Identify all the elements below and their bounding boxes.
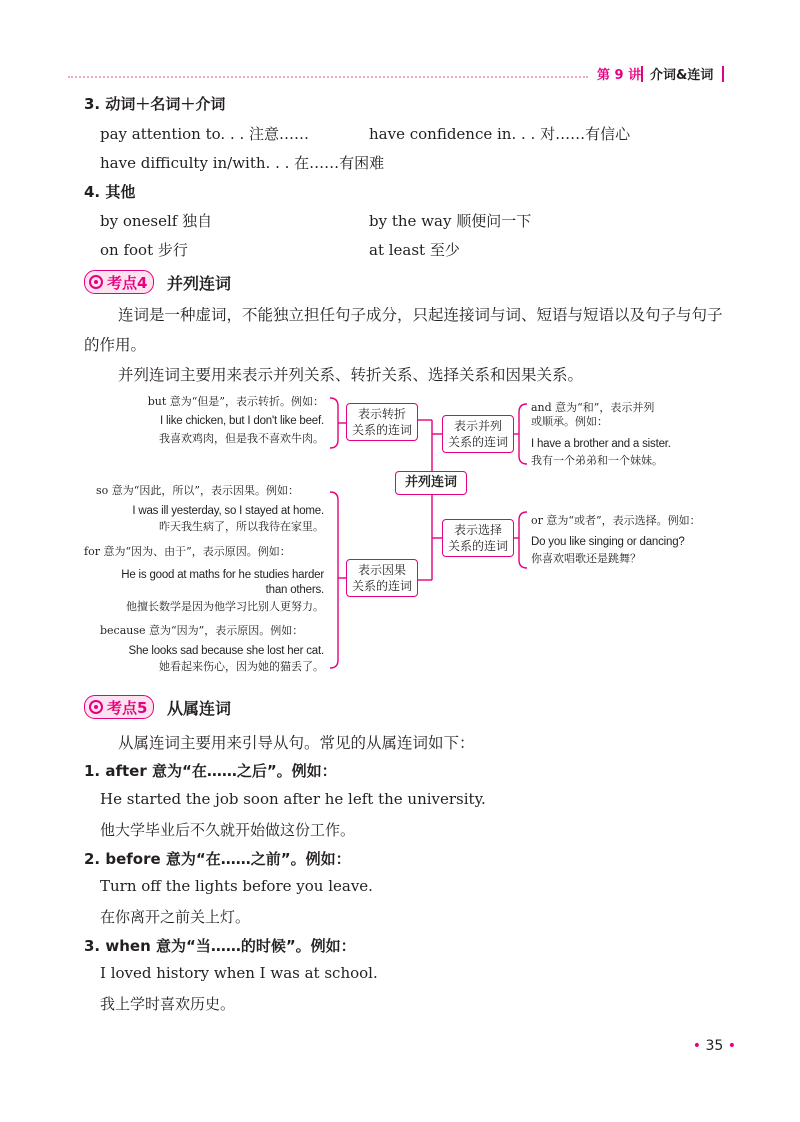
node-label: 关系的连词 bbox=[351, 423, 412, 437]
mindmap-note: and 意为“和”，表示并列 bbox=[531, 401, 655, 414]
phrase: at least 至少 bbox=[369, 241, 460, 259]
mindmap-example-zh: 你喜欢唱歌还是跳舞？ bbox=[531, 552, 641, 565]
section-heading: 4. 其他 bbox=[84, 183, 136, 201]
mindmap-center-node: 并列连词 bbox=[395, 471, 467, 495]
conjunction-heading: 2. before 意为“在……之前”。例如： bbox=[84, 850, 351, 868]
mindmap-note: so 意为“因此，所以”，表示因果。例如： bbox=[96, 484, 300, 497]
mindmap-example-en: than others. bbox=[265, 584, 324, 596]
node-label: 表示并列 bbox=[453, 419, 502, 433]
phrase: by oneself 独自 bbox=[100, 212, 213, 230]
section-heading: 3. 动词＋名词＋介词 bbox=[84, 95, 226, 113]
mindmap-example-en: I have a brother and a sister. bbox=[531, 438, 671, 450]
mindmap-node-coord bbox=[442, 415, 514, 453]
example-zh: 在你离开之前关上灯。 bbox=[100, 908, 251, 926]
mindmap-note: or 意为“或者”，表示选择。例如： bbox=[531, 514, 701, 527]
phrase: have difficulty in/with. . . 在……有困难 bbox=[100, 154, 385, 172]
key-point-label: 考点5 bbox=[107, 698, 148, 717]
mindmap-example-zh: 他擅长数学是因为他学习比别人更努力。 bbox=[126, 600, 324, 613]
example-en: He started the job soon after he left the university. bbox=[100, 790, 486, 808]
example-zh: 他大学毕业后不久就开始做这份工作。 bbox=[100, 821, 356, 839]
page-number bbox=[693, 1038, 736, 1054]
mindmap-example-en: She looks sad because she lost her cat. bbox=[128, 645, 324, 657]
lesson-topic: 介词&连词 bbox=[650, 68, 714, 83]
paragraph: 并列连词主要用来表示并列关系、转折关系、选择关系和因果关系。 bbox=[118, 366, 584, 384]
paragraph: 从属连词主要用来引导从句。常见的从属连词如下： bbox=[118, 734, 475, 752]
example-zh: 我上学时喜欢历史。 bbox=[100, 995, 236, 1013]
node-label: 关系的连词 bbox=[351, 579, 412, 593]
paragraph: 连词是一种虚词，不能独立担任句子成分，只起连接词与词、短语与短语以及句子与句子 bbox=[118, 306, 723, 324]
page-number-value: 35 bbox=[705, 1038, 724, 1054]
key-point-title: 从属连词 bbox=[167, 699, 232, 718]
mindmap-example-zh: 昨天我生病了，所以我待在家里。 bbox=[159, 520, 324, 533]
target-icon bbox=[89, 700, 103, 714]
lesson-number: 第 9 讲 bbox=[597, 68, 642, 83]
phrase: pay attention to. . . 注意…… bbox=[100, 125, 310, 143]
key-point-title: 并列连词 bbox=[167, 274, 232, 293]
conjunction-heading: 3. when 意为“当……的时候”。例如： bbox=[84, 937, 356, 955]
mindmap-example-zh: 我有一个弟弟和一个妹妹。 bbox=[531, 454, 663, 467]
mindmap-note: 或顺承。例如： bbox=[531, 415, 608, 428]
mindmap-node-turn bbox=[346, 403, 418, 441]
paragraph: 的作用。 bbox=[84, 336, 147, 354]
phrase: have confidence in. . . 对……有信心 bbox=[369, 125, 631, 143]
phrase: by the way 顺便问一下 bbox=[369, 212, 532, 230]
conjunction-heading: 1. after 意为“在……之后”。例如： bbox=[84, 762, 337, 780]
node-label: 关系的连词 bbox=[447, 539, 508, 553]
key-point-label: 考点4 bbox=[107, 273, 148, 292]
mindmap-note: because 意为“因为”，表示原因。例如： bbox=[100, 624, 304, 637]
node-label: 表示转折 bbox=[357, 407, 406, 421]
mindmap-example-en: He is good at maths for he studies harder bbox=[121, 569, 324, 581]
node-label: 表示因果 bbox=[357, 563, 406, 577]
phrase: on foot 步行 bbox=[100, 241, 188, 259]
node-label: 表示选择 bbox=[453, 523, 502, 537]
example-en: Turn off the lights before you leave. bbox=[100, 877, 373, 895]
mindmap-example-zh: 她看起来伤心，因为她的猫丢了。 bbox=[159, 660, 324, 673]
mindmap-node-choice bbox=[442, 519, 514, 557]
mindmap-note: but 意为“但是”，表示转折。例如： bbox=[147, 395, 324, 408]
mindmap-example-zh: 我喜欢鸡肉，但是我不喜欢牛肉。 bbox=[159, 432, 324, 445]
bullet-icon: • bbox=[692, 1038, 701, 1054]
mindmap-note: for 意为“因为、由于”，表示原因。例如： bbox=[84, 545, 291, 558]
mindmap-node-cause bbox=[346, 559, 418, 597]
mindmap-example-en: Do you like singing or dancing? bbox=[531, 536, 685, 548]
mindmap-example-en: I was ill yesterday, so I stayed at home. bbox=[132, 505, 324, 517]
node-label: 关系的连词 bbox=[447, 435, 508, 449]
example-en: I loved history when I was at school. bbox=[100, 964, 378, 982]
key-point-badge bbox=[84, 695, 154, 719]
bullet-icon: • bbox=[727, 1038, 736, 1054]
mindmap-example-en: I like chicken, but I don't like beef. bbox=[160, 415, 324, 427]
